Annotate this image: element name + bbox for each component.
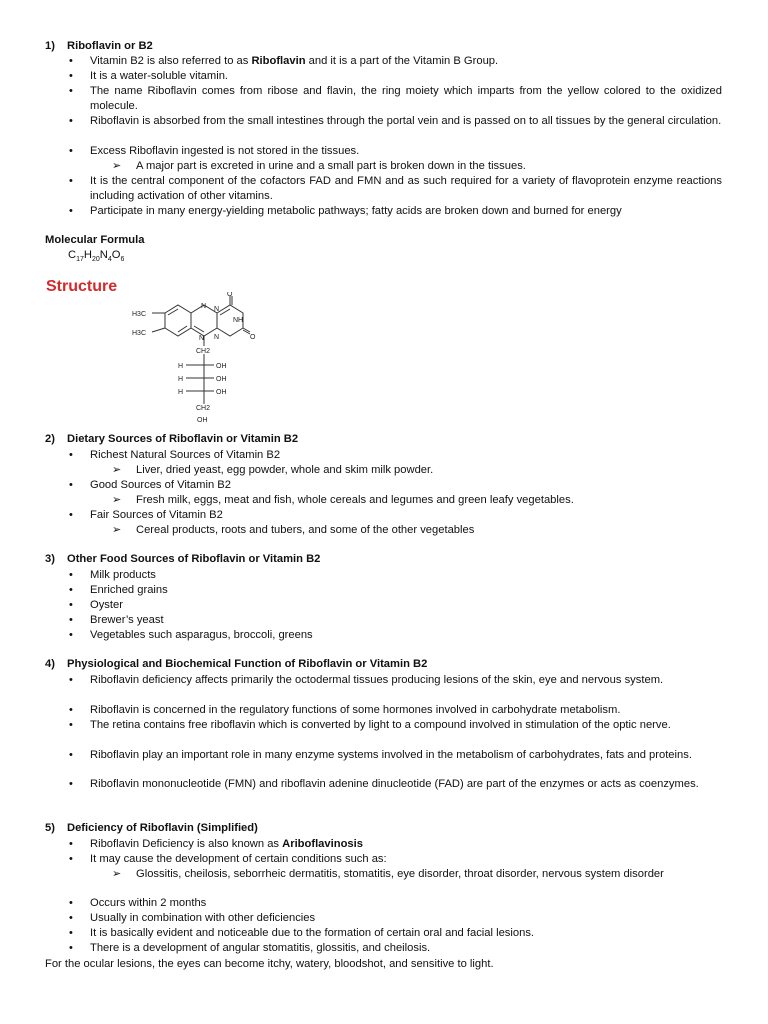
section-number: 1): [45, 40, 55, 52]
bullet-item: • Good Sources of Vitamin B2: [90, 478, 722, 493]
bullet-text: and it is a part of the Vitamin B Group.: [305, 55, 499, 67]
bullet-text: Riboflavin Deficiency is also known as: [90, 838, 283, 850]
section-5-heading: [45, 822, 258, 834]
bullet-item: • Riboflavin mononucleotide (FMN) and riboflavin adenine dinucleotide (FAD) are part of the enzymes or acts as coenzymes.: [90, 777, 722, 792]
structure-heading: Structure: [46, 278, 118, 295]
bold-term: Riboflavin: [251, 55, 306, 67]
sub-bullet-item: ➢ Glossitis, cheilosis, seborrheic dermatitis, stomatitis, eye disorder, throat disorder, nervous system disorder: [136, 867, 722, 882]
svg-text:O: O: [250, 334, 256, 341]
section-number: 2): [45, 433, 55, 445]
sub-bullet-item: ➢ Liver, dried yeast, egg powder, whole and skim milk powder.: [136, 463, 722, 478]
list-item: • Brewer’s yeast: [90, 613, 722, 628]
svg-text:OH: OH: [197, 417, 208, 424]
section-number: 5): [45, 822, 55, 834]
svg-text:CH2: CH2: [196, 348, 211, 355]
section-4-heading: [45, 658, 427, 670]
bullet-item: • There is a development of angular stomatitis, glossitis, and cheilosis.: [90, 941, 722, 956]
sub-bullet-item: ➢ Fresh milk, eggs, meat and fish, whole cereals and legumes and green leafy vegetables.: [136, 493, 722, 508]
svg-text:H: H: [178, 376, 184, 383]
bullet-item: • It is a water-soluble vitamin.: [90, 69, 722, 84]
section-3-heading: [45, 553, 320, 565]
section-1-heading: [45, 40, 153, 52]
bold-term: Ariboflavinosis: [282, 838, 363, 850]
bullet-item: • Usually in combination with other deficiencies: [90, 911, 722, 926]
bullet-item: • Occurs within 2 months: [90, 896, 722, 911]
bullet-item: [90, 54, 722, 69]
bullet-item: • Richest Natural Sources of Vitamin B2: [90, 448, 722, 463]
svg-text:H3C: H3C: [132, 330, 147, 337]
bullet-item: • Riboflavin play an important role in many enzyme systems involved in the metabolism of carbohydrates, fats and proteins.: [90, 748, 722, 763]
svg-text:H: H: [178, 363, 184, 370]
svg-text:H3C: H3C: [132, 311, 147, 318]
svg-text:N: N: [201, 303, 207, 310]
section-2-heading: [45, 433, 298, 445]
section-title: Deficiency of Riboflavin (Simplified): [67, 822, 258, 834]
section-title: Dietary Sources of Riboflavin or Vitamin B2: [67, 433, 299, 445]
bullet-text: Vitamin B2 is also referred to as: [90, 55, 252, 67]
list-item: • Enriched grains: [90, 583, 722, 598]
svg-text:NH: NH: [233, 317, 244, 324]
svg-text:CH2: CH2: [196, 405, 211, 412]
svg-text:OH: OH: [216, 376, 227, 383]
bullet-item: [90, 837, 722, 852]
section-title: Physiological and Biochemical Function of Riboflavin or Vitamin B2: [67, 658, 428, 670]
bullet-item: • The retina contains free riboflavin which is converted by light to a compound involved in stimulation of the optic nerve.: [90, 718, 722, 733]
molecular-formula-heading: Molecular Formula: [45, 234, 145, 246]
sub-bullet-item: ➢ A major part is excreted in urine and a small part is broken down in the tissues.: [136, 159, 722, 174]
molecular-formula: $C_{17}H_{20}N_4O_6$: [68, 249, 125, 264]
closing-sentence: For the ocular lesions, the eyes can become itchy, watery, bloodshot, and sensitive to light.: [45, 958, 494, 970]
list-item: • Milk products: [90, 568, 722, 583]
section-number: 3): [45, 553, 55, 565]
bullet-item: • Riboflavin deficiency affects primarily the octodermal tissues producing lesions of the skin, eye and nervous system.: [90, 673, 722, 688]
svg-text:N: N: [214, 306, 220, 313]
bullet-item: • Riboflavin is concerned in the regulatory functions of some hormones involved in carbohydrate metabolism.: [90, 703, 722, 718]
bullet-item: • Participate in many energy-yielding metabolic pathways; fatty acids are broken down and burned for energy: [90, 204, 722, 219]
section-number: 4): [45, 658, 55, 670]
svg-text:N: N: [214, 334, 220, 341]
bullet-item: • Excess Riboflavin ingested is not stored in the tissues.: [90, 144, 722, 159]
list-item: • Vegetables such asparagus, broccoli, greens: [90, 628, 722, 643]
svg-text:N: N: [199, 335, 205, 342]
bullet-item: • Riboflavin is absorbed from the small intestines through the portal vein and is passed on to all tissues by the general circulation.: [90, 114, 722, 129]
list-item: • Oyster: [90, 598, 722, 613]
riboflavin-structure-diagram: [120, 292, 280, 428]
section-title: Riboflavin or B2: [67, 40, 153, 52]
bullet-item: • The name Riboflavin comes from ribose and flavin, the ring moiety which imparts from the yellow colored to the oxidized molecule.: [90, 84, 722, 114]
sub-bullet-item: ➢ Cereal products, roots and tubers, and some of the other vegetables: [136, 523, 722, 538]
bullet-item: • Fair Sources of Vitamin B2: [90, 508, 722, 523]
bullet-item: • It is the central component of the cofactors FAD and FMN and as such required for a variety of flavoprotein enzyme reactions including activation of other vitamins.: [90, 174, 722, 204]
bullet-item: • It may cause the development of certain conditions such as:: [90, 852, 722, 867]
svg-text:O: O: [227, 292, 233, 298]
svg-text:OH: OH: [216, 389, 227, 396]
section-title: Other Food Sources of Riboflavin or Vitamin B2: [67, 553, 321, 565]
svg-text:OH: OH: [216, 363, 227, 370]
svg-text:H: H: [178, 389, 184, 396]
bullet-item: • It is basically evident and noticeable due to the formation of certain oral and facial lesions.: [90, 926, 722, 941]
